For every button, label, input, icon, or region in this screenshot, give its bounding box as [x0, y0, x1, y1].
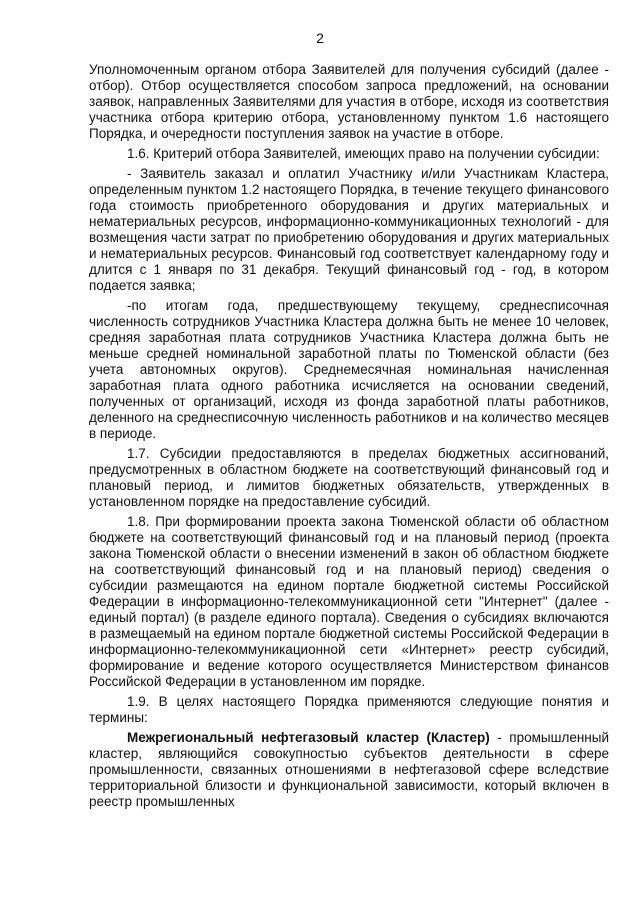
paragraph-1-7: 1.7. Субсидии предоставляются в пределах бюджетных ассигнований, предусмотренных в областном бюджете на соответствующий финансовый год и плановый период, и лимитов бюджетных обязательств, утвержденных в установленном порядке на предоставление субсидий. [89, 446, 609, 509]
document-body [89, 62, 609, 810]
definition-text: - промышленный кластер, являющийся совокупностью субъектов деятельности в сфере промышленности, связанных отношениями в нефтегазовой сфере вследствие территориальной близости и функциональной зависимости, который включен в реестр промышленных [89, 730, 609, 809]
paragraph-1-6: 1.6. Критерий отбора Заявителей, имеющих право на получении субсидии: [127, 146, 600, 161]
paragraph-criterion-payment: - Заявитель заказал и оплатил Участнику и/или Участникам Кластера, определенным пунктом 1.2 настоящего Порядка, в течение текущего финансового года стоимость приобретенного оборудования и других материальных и нематериальных ресурсов, информационно-коммуникационных технологий - для возмещения части затрат по приобретению оборудования и других материальных и нематериальных ресурсов. Финансовый год соответствует календарному году и длится с 1 января по 31 декабря. Текущий финансовый год - год, в котором подается заявка; [89, 166, 609, 293]
paragraph-selection-method: Уполномоченным органом отбора Заявителей для получения субсидий (далее - отбор). Отбор осуществляется способом запроса предложений, на основании заявок, направленных Заявителями для участия в отборе, исходя из соответствия участника отбора критерию отбора, установленному пунктом 1.6 настоящего Порядка, и очередности поступления заявок на участие в отборе. [89, 62, 609, 141]
definition-term: Межрегиональный нефтегазовый кластер (Кластер) [127, 730, 490, 745]
page-number: 2 [316, 30, 324, 46]
definition-cluster [89, 730, 609, 810]
paragraph-criterion-staff: -по итогам года, предшествующему текущему, среднесписочная численность сотрудников Участника Кластера должна быть не менее 10 человек, средняя заработная плата сотрудников Участника Кластера должна быть не меньше средней номинальной заработной платы по Тюменской области (без учета автономных округов). Среднемесячная номинальная начисленная заработная плата одного работника исчисляется на основании сведений, полученных от организаций, исходя из фонда заработной платы работников, деленного на среднесписочную численность работников и на количество месяцев в периоде. [89, 298, 609, 441]
paragraph-1-9: 1.9. В целях настоящего Порядка применяются следующие понятия и термины: [89, 694, 609, 725]
paragraph-1-8: 1.8. При формировании проекта закона Тюменской области об областном бюджете на соответствующий финансовый год и на плановый период (проекта закона Тюменской области о внесении изменений в закон об областном бюджете на соответствующий финансовый год и на плановый период) сведения о субсидии размещаются на едином портале бюджетной системы Российской Федерации в информационно-телекоммуникационной сети "Интернет" (далее - единый портал) (в разделе единого портала). Сведения о субсидиях включаются в размещаемый на едином портале бюджетной системы Российской Федерации в информационно-телекоммуникационной сети «Интернет» реестр субсидий, формирование и ведение которого осуществляется Министерством финансов Российской Федерации в установленном им порядке. [89, 514, 609, 689]
